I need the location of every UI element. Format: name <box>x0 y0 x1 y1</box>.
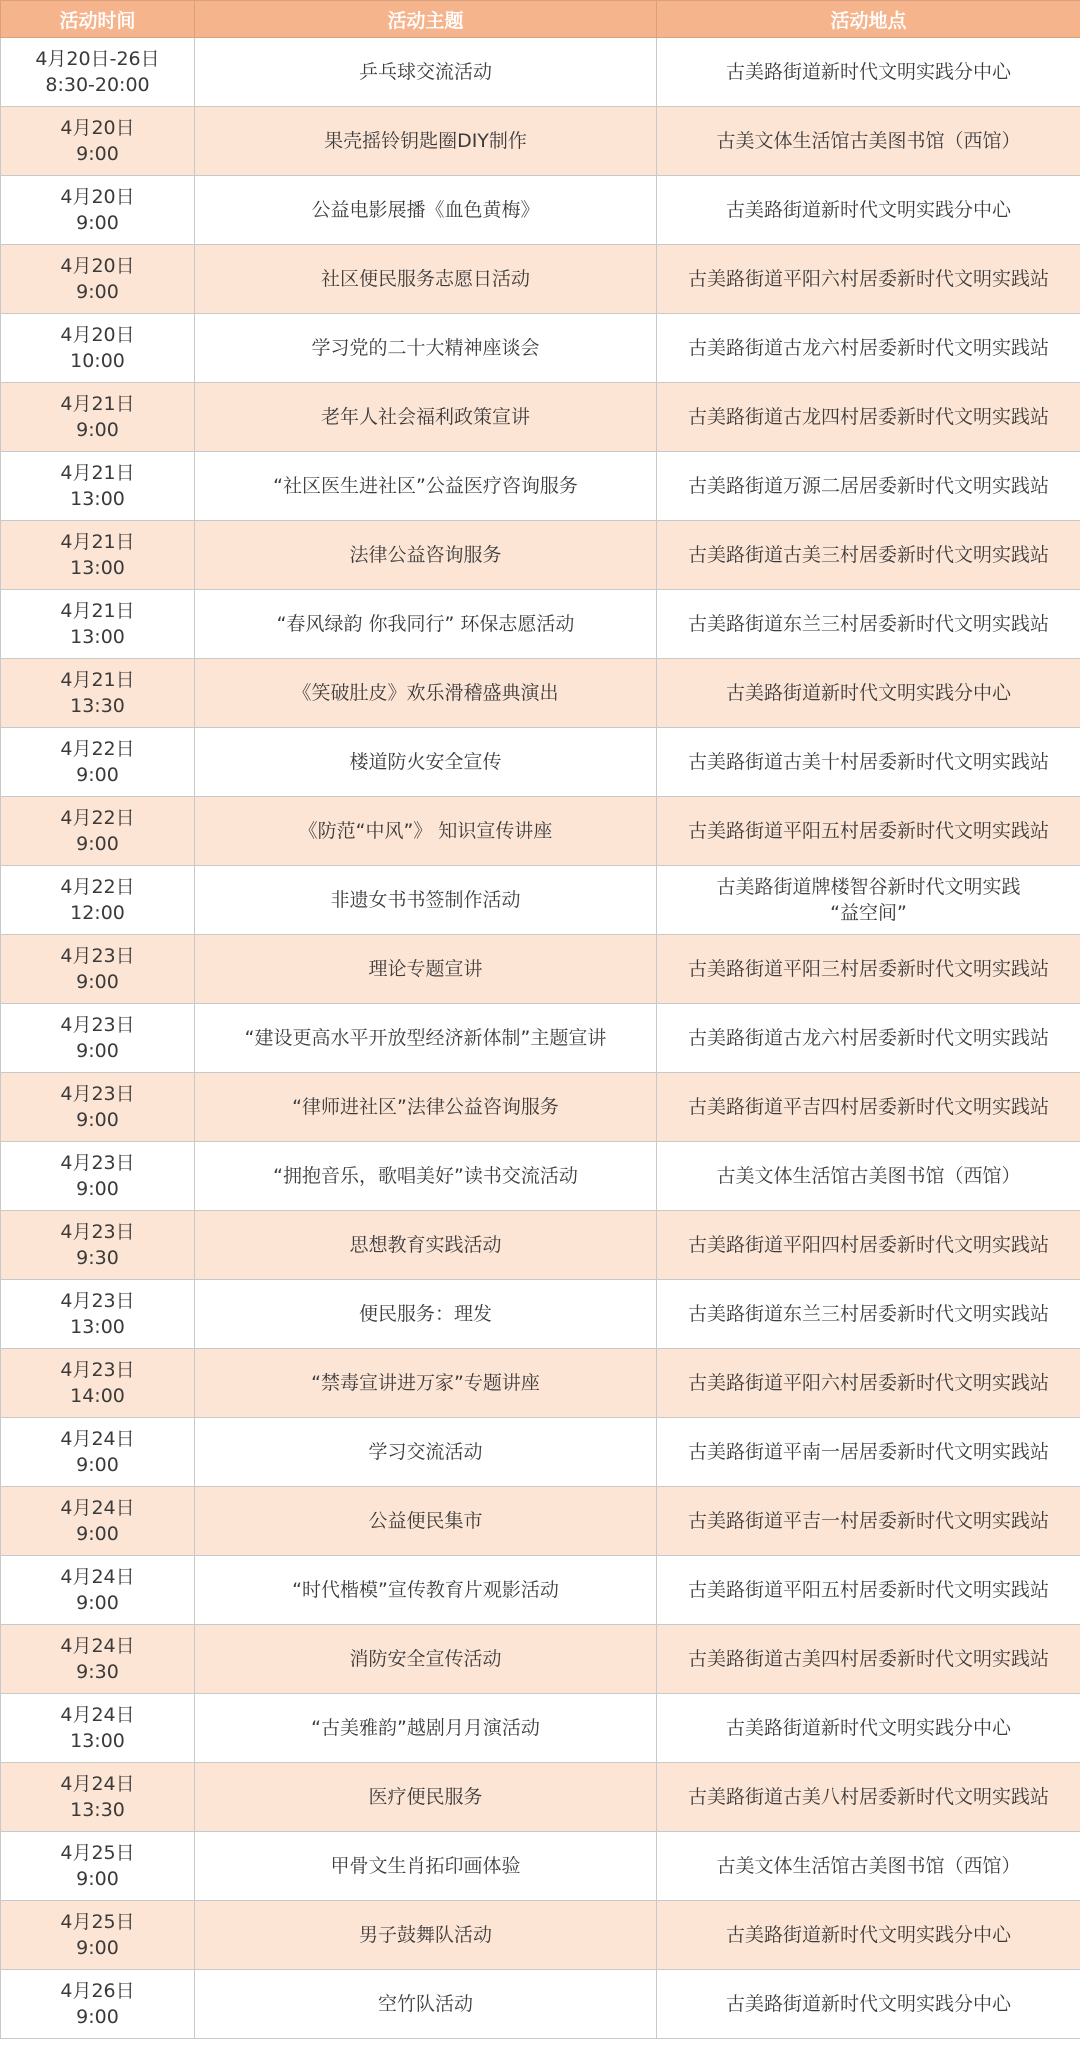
table-row <box>1 521 1080 590</box>
activity-time: 9:00 <box>76 1592 119 1614</box>
place-cell <box>657 1763 1080 1832</box>
activity-time: 9:00 <box>76 281 119 303</box>
activity-date: 4月20日 <box>60 117 135 139</box>
table-row <box>1 1280 1080 1349</box>
activity-time: 13:30 <box>70 1799 125 1821</box>
activity-time: 9:00 <box>76 971 119 993</box>
time-cell <box>1 383 195 452</box>
activity-date: 4月25日 <box>60 1911 135 1933</box>
activity-place: 古美路街道平吉一村居委新时代文明实践站 <box>687 1510 1049 1532</box>
time-cell <box>1 245 195 314</box>
place-cell <box>657 1487 1080 1556</box>
time-cell <box>1 1556 195 1625</box>
activity-topic: “时代楷模”宣传教育片观影活动 <box>195 1556 657 1625</box>
table-row <box>1 383 1080 452</box>
table-row <box>1 935 1080 1004</box>
header-time: 活动时间 <box>1 1 195 38</box>
activity-place: 古美路街道古龙六村居委新时代文明实践站 <box>687 1027 1049 1049</box>
table-row <box>1 1832 1080 1901</box>
activity-date: 4月21日 <box>60 669 135 691</box>
place-cell <box>657 176 1080 245</box>
table-row <box>1 107 1080 176</box>
activity-time: 9:00 <box>76 1868 119 1890</box>
activity-place: 古美路街道东兰三村居委新时代文明实践站 <box>687 613 1049 635</box>
activity-topic: 楼道防火安全宣传 <box>195 728 657 797</box>
activity-time: 9:00 <box>76 764 119 786</box>
activity-place: 古美文体生活馆古美图书馆（西馆） <box>716 130 1021 152</box>
activity-place: 古美路街道新时代文明实践分中心 <box>725 1993 1011 2015</box>
place-cell <box>657 1280 1080 1349</box>
activity-place: 古美路街道古美三村居委新时代文明实践站 <box>687 544 1049 566</box>
place-cell <box>657 521 1080 590</box>
activity-date: 4月24日 <box>60 1773 135 1795</box>
activity-time: 13:00 <box>70 1730 125 1752</box>
activity-topic: 学习党的二十大精神座谈会 <box>195 314 657 383</box>
activity-date: 4月20日-26日 <box>35 48 160 70</box>
activity-topic: “禁毒宣讲进万家”专题讲座 <box>195 1349 657 1418</box>
table-row <box>1 1970 1080 2039</box>
activity-place: 古美路街道万源二居居委新时代文明实践站 <box>687 475 1049 497</box>
table-row <box>1 1625 1080 1694</box>
activity-date: 4月21日 <box>60 600 135 622</box>
table-row <box>1 1073 1080 1142</box>
activity-topic: 法律公益咨询服务 <box>195 521 657 590</box>
table-row <box>1 1004 1080 1073</box>
place-cell <box>657 383 1080 452</box>
activity-topic: 《笑破肚皮》欢乐滑稽盛典演出 <box>195 659 657 728</box>
activity-place: 古美路街道牌楼智谷新时代文明实践 <box>716 876 1021 898</box>
place-cell <box>657 452 1080 521</box>
activity-time: 12:00 <box>70 902 125 924</box>
activity-date: 4月20日 <box>60 186 135 208</box>
activity-time: 13:30 <box>70 695 125 717</box>
time-cell <box>1 659 195 728</box>
time-cell <box>1 590 195 659</box>
activity-topic: 男子鼓舞队活动 <box>195 1901 657 1970</box>
activity-date: 4月23日 <box>60 1290 135 1312</box>
activity-date: 4月21日 <box>60 531 135 553</box>
activity-place: 古美路街道新时代文明实践分中心 <box>725 1924 1011 1946</box>
activity-date: 4月23日 <box>60 1152 135 1174</box>
activity-place: 古美路街道平南一居居委新时代文明实践站 <box>687 1441 1049 1463</box>
time-cell <box>1 1763 195 1832</box>
table-row <box>1 176 1080 245</box>
table-row <box>1 659 1080 728</box>
table-row <box>1 1349 1080 1418</box>
activity-topic: 空竹队活动 <box>195 1970 657 2039</box>
activity-date: 4月23日 <box>60 1359 135 1381</box>
place-cell <box>657 1901 1080 1970</box>
time-cell <box>1 1073 195 1142</box>
table-row <box>1 728 1080 797</box>
table-row <box>1 1142 1080 1211</box>
activity-time: 13:00 <box>70 557 125 579</box>
activity-time: 9:00 <box>76 2006 119 2028</box>
place-cell <box>657 1004 1080 1073</box>
time-cell <box>1 1901 195 1970</box>
activity-date: 4月20日 <box>60 324 135 346</box>
activity-topic: 甲骨文生肖拓印画体验 <box>195 1832 657 1901</box>
table-body <box>1 38 1080 2039</box>
place-cell <box>657 245 1080 314</box>
table-row <box>1 1901 1080 1970</box>
activity-date: 4月23日 <box>60 1083 135 1105</box>
activity-time: 9:00 <box>76 833 119 855</box>
place-cell <box>657 38 1080 107</box>
activity-time: 14:00 <box>70 1385 125 1407</box>
activity-topic: 医疗便民服务 <box>195 1763 657 1832</box>
activity-place: 古美文体生活馆古美图书馆（西馆） <box>716 1165 1021 1187</box>
activity-place: 古美路街道古龙四村居委新时代文明实践站 <box>687 406 1049 428</box>
time-cell <box>1 1349 195 1418</box>
place-cell <box>657 590 1080 659</box>
place-cell <box>657 1832 1080 1901</box>
activity-place: 古美路街道新时代文明实践分中心 <box>725 199 1011 221</box>
table-row <box>1 797 1080 866</box>
time-cell <box>1 521 195 590</box>
time-cell <box>1 1211 195 1280</box>
activity-place: 古美路街道古美十村居委新时代文明实践站 <box>687 751 1049 773</box>
activity-date: 4月22日 <box>60 876 135 898</box>
activity-date: 4月24日 <box>60 1497 135 1519</box>
place-cell <box>657 935 1080 1004</box>
header-place: 活动地点 <box>657 1 1080 38</box>
table-row <box>1 314 1080 383</box>
activity-topic: “社区医生进社区”公益医疗咨询服务 <box>195 452 657 521</box>
table-row <box>1 1556 1080 1625</box>
activity-place: 古美路街道新时代文明实践分中心 <box>725 1717 1011 1739</box>
activity-place: 古美路街道平吉四村居委新时代文明实践站 <box>687 1096 1049 1118</box>
time-cell <box>1 935 195 1004</box>
time-cell <box>1 107 195 176</box>
activity-time: 10:00 <box>70 350 125 372</box>
activity-time: 9:00 <box>76 1937 119 1959</box>
activity-time: 9:00 <box>76 419 119 441</box>
table-row <box>1 1211 1080 1280</box>
table-row <box>1 866 1080 935</box>
place-cell <box>657 107 1080 176</box>
table-row <box>1 590 1080 659</box>
activity-place: 古美路街道平阳六村居委新时代文明实践站 <box>687 268 1049 290</box>
activity-topic: 公益电影展播《血色黄梅》 <box>195 176 657 245</box>
activity-time: 13:00 <box>70 488 125 510</box>
activity-topic: 学习交流活动 <box>195 1418 657 1487</box>
activity-time: 9:00 <box>76 1454 119 1476</box>
place-cell <box>657 866 1080 935</box>
activity-date: 4月21日 <box>60 393 135 415</box>
place-cell <box>657 728 1080 797</box>
activity-date: 4月22日 <box>60 738 135 760</box>
time-cell <box>1 314 195 383</box>
activity-date: 4月23日 <box>60 1221 135 1243</box>
activity-topic: “古美雅韵”越剧月月演活动 <box>195 1694 657 1763</box>
activity-place: 古美路街道平阳三村居委新时代文明实践站 <box>687 958 1049 980</box>
activity-date: 4月24日 <box>60 1566 135 1588</box>
activity-topic: 非遗女书书签制作活动 <box>195 866 657 935</box>
time-cell <box>1 866 195 935</box>
table-row <box>1 1487 1080 1556</box>
time-cell <box>1 1418 195 1487</box>
activity-time: 9:30 <box>76 1247 119 1269</box>
activity-time: 9:00 <box>76 212 119 234</box>
time-cell <box>1 1832 195 1901</box>
time-cell <box>1 452 195 521</box>
activity-place: 古美路街道古美四村居委新时代文明实践站 <box>687 1648 1049 1670</box>
activity-date: 4月22日 <box>60 807 135 829</box>
activity-topic: “律师进社区”法律公益咨询服务 <box>195 1073 657 1142</box>
activity-place: 古美路街道新时代文明实践分中心 <box>725 682 1011 704</box>
activity-date: 4月20日 <box>60 255 135 277</box>
activity-place: 古美路街道平阳四村居委新时代文明实践站 <box>687 1234 1049 1256</box>
place-cell <box>657 1211 1080 1280</box>
header-topic: 活动主题 <box>195 1 657 38</box>
time-cell <box>1 1280 195 1349</box>
activity-time: 9:00 <box>76 1040 119 1062</box>
activity-topic: “拥抱音乐，歌唱美好”读书交流活动 <box>195 1142 657 1211</box>
table-row <box>1 1418 1080 1487</box>
activity-date: 4月26日 <box>60 1980 135 2002</box>
activity-time: 9:00 <box>76 1523 119 1545</box>
table-row <box>1 245 1080 314</box>
time-cell <box>1 1694 195 1763</box>
activity-topic: 果壳摇铃钥匙圈DIY制作 <box>195 107 657 176</box>
place-cell <box>657 1625 1080 1694</box>
activity-time: 9:00 <box>76 1178 119 1200</box>
time-cell <box>1 176 195 245</box>
time-cell <box>1 1004 195 1073</box>
activity-topic: 便民服务：理发 <box>195 1280 657 1349</box>
activity-place: 古美路街道新时代文明实践分中心 <box>725 61 1011 83</box>
table-row <box>1 1694 1080 1763</box>
activity-time: 9:30 <box>76 1661 119 1683</box>
activity-place: 古美路街道平阳五村居委新时代文明实践站 <box>687 1579 1049 1601</box>
activity-topic: “春风绿韵 你我同行” 环保志愿活动 <box>195 590 657 659</box>
activity-topic: 《防范“中风”》 知识宣传讲座 <box>195 797 657 866</box>
activity-place: 古美路街道古龙六村居委新时代文明实践站 <box>687 337 1049 359</box>
activity-date: 4月24日 <box>60 1428 135 1450</box>
activity-topic: 社区便民服务志愿日活动 <box>195 245 657 314</box>
table-header-row <box>1 1 1080 38</box>
activity-topic: “建设更高水平开放型经济新体制”主题宣讲 <box>195 1004 657 1073</box>
table-row <box>1 1763 1080 1832</box>
time-cell <box>1 1487 195 1556</box>
activity-time: 9:00 <box>76 143 119 165</box>
place-cell <box>657 314 1080 383</box>
activity-date: 4月24日 <box>60 1704 135 1726</box>
activity-place: 古美路街道东兰三村居委新时代文明实践站 <box>687 1303 1049 1325</box>
activity-time: 13:00 <box>70 626 125 648</box>
activity-time: 8:30-20:00 <box>45 74 150 96</box>
activity-place: 古美路街道平阳五村居委新时代文明实践站 <box>687 820 1049 842</box>
place-cell <box>657 1349 1080 1418</box>
activity-place: 古美文体生活馆古美图书馆（西馆） <box>716 1855 1021 1877</box>
activity-time: 13:00 <box>70 1316 125 1338</box>
place-cell <box>657 797 1080 866</box>
time-cell <box>1 38 195 107</box>
activity-date: 4月23日 <box>60 945 135 967</box>
place-cell <box>657 1970 1080 2039</box>
time-cell <box>1 797 195 866</box>
place-cell <box>657 1142 1080 1211</box>
activity-place-line2: “益空间” <box>830 902 907 924</box>
table-row <box>1 38 1080 107</box>
place-cell <box>657 659 1080 728</box>
activity-date: 4月25日 <box>60 1842 135 1864</box>
place-cell <box>657 1556 1080 1625</box>
place-cell <box>657 1694 1080 1763</box>
time-cell <box>1 1970 195 2039</box>
activity-topic: 理论专题宣讲 <box>195 935 657 1004</box>
activity-place: 古美路街道古美八村居委新时代文明实践站 <box>687 1786 1049 1808</box>
activity-topic: 乒乓球交流活动 <box>195 38 657 107</box>
activity-time: 9:00 <box>76 1109 119 1131</box>
activity-topic: 公益便民集市 <box>195 1487 657 1556</box>
time-cell <box>1 1142 195 1211</box>
time-cell <box>1 728 195 797</box>
activity-place: 古美路街道平阳六村居委新时代文明实践站 <box>687 1372 1049 1394</box>
activity-topic: 老年人社会福利政策宣讲 <box>195 383 657 452</box>
table-row <box>1 452 1080 521</box>
place-cell <box>657 1073 1080 1142</box>
activity-date: 4月23日 <box>60 1014 135 1036</box>
activity-date: 4月24日 <box>60 1635 135 1657</box>
activity-topic: 思想教育实践活动 <box>195 1211 657 1280</box>
place-cell <box>657 1418 1080 1487</box>
activity-date: 4月21日 <box>60 462 135 484</box>
activity-topic: 消防安全宣传活动 <box>195 1625 657 1694</box>
time-cell <box>1 1625 195 1694</box>
